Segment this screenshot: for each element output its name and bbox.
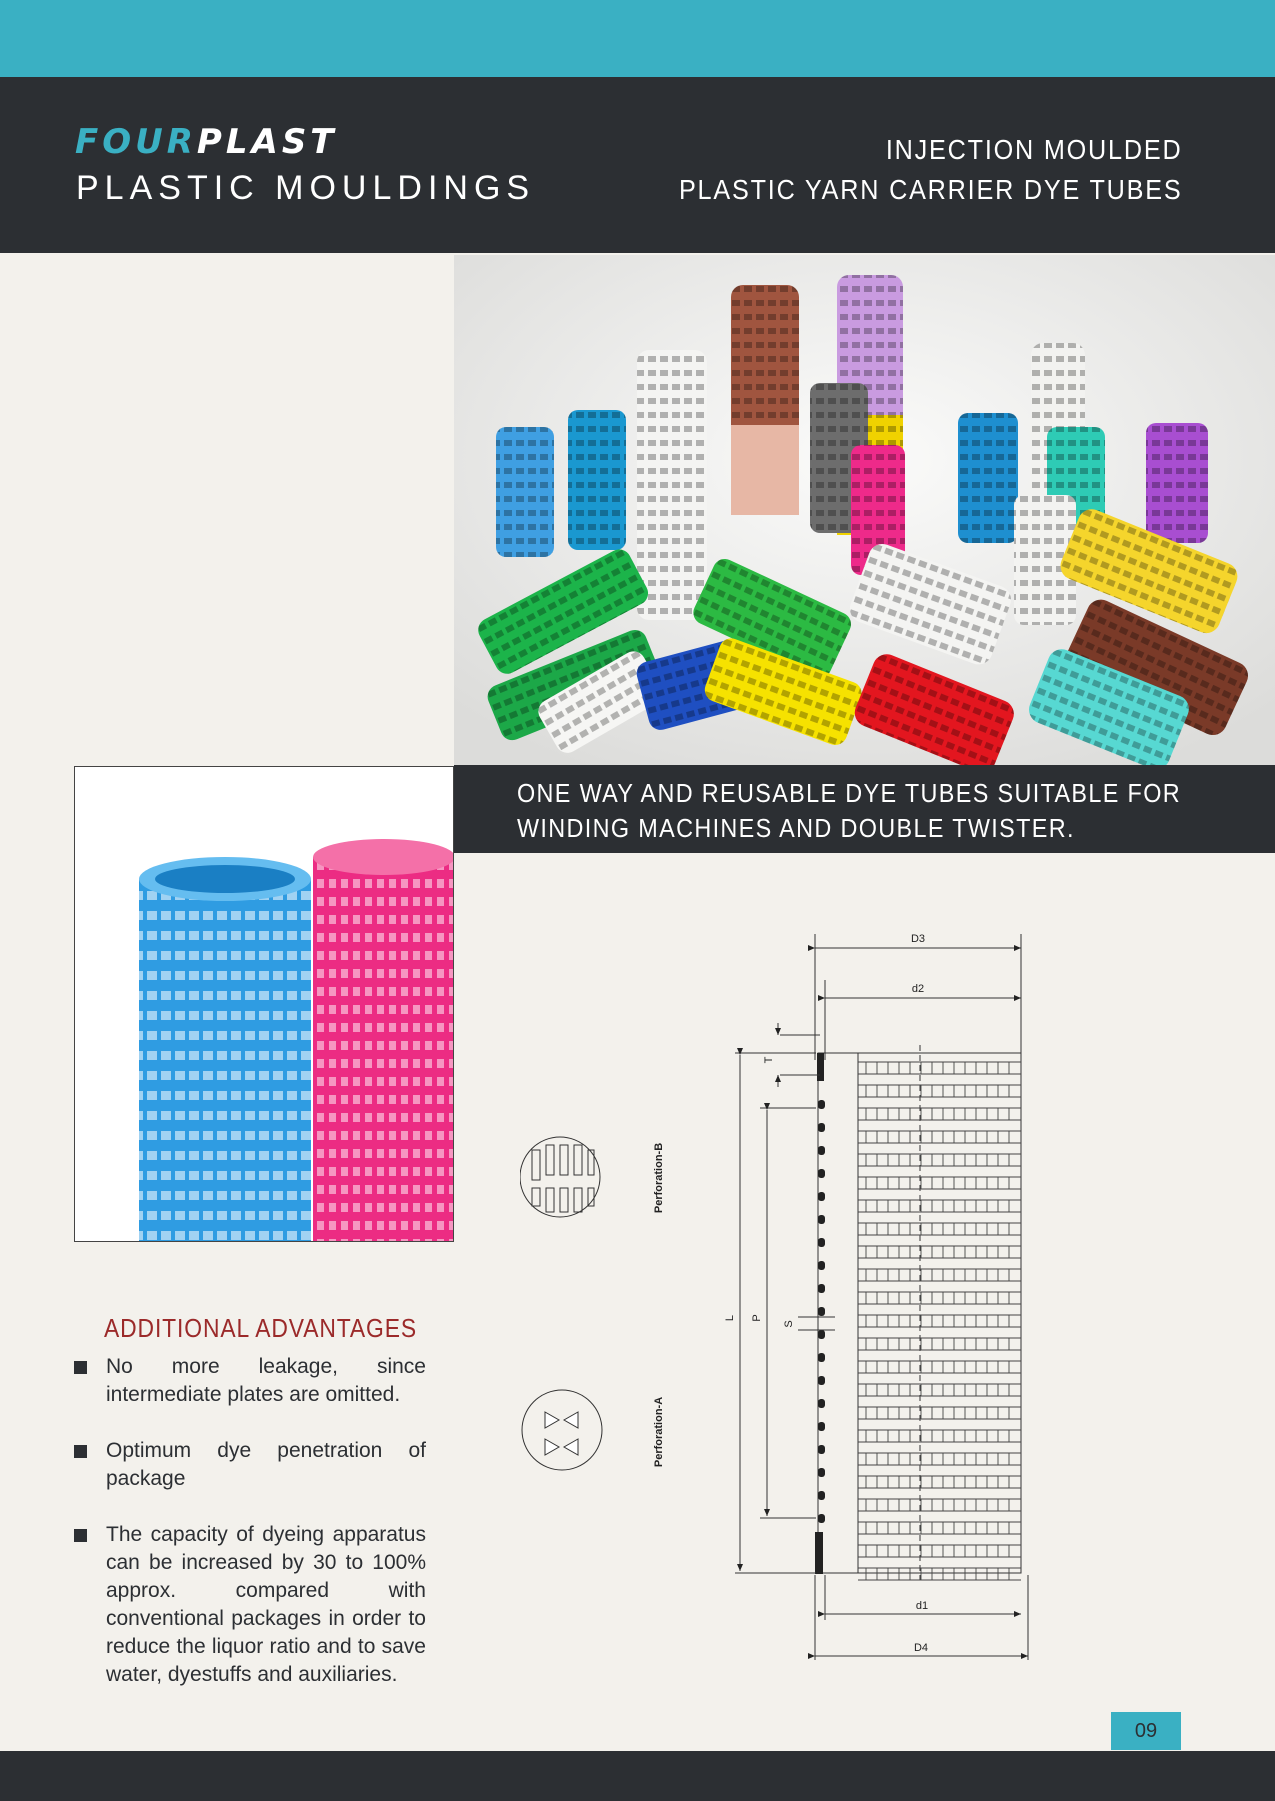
wall-bump [818,1284,825,1293]
wall-bump [818,1376,825,1385]
advantage-text: No more leakage, since intermediate plates are omitted. [106,1355,426,1406]
dim-d2-label: d2 [911,983,925,995]
page-title-line1: INJECTION MOULDED [885,134,1182,165]
wall-bump [818,1123,825,1132]
brand-logo [75,122,338,162]
closeup-tubes-photo [75,767,454,1242]
advantage-item [74,1353,426,1409]
dim-d1-label: d1 [915,1600,929,1612]
wall-bump [818,1146,825,1155]
company-subtitle: PLASTIC MOULDINGS [76,169,536,207]
wall-bump [818,1399,825,1408]
advantages-heading: ADDITIONAL ADVANTAGES [104,1313,418,1343]
wall-bump [818,1215,825,1224]
caption-line2: WINDING MACHINES AND DOUBLE TWISTER. [517,813,1075,843]
perforation-a-label: Perforation-A [653,1396,665,1468]
logo-four: FOUR [75,122,197,162]
perforation-b-label: Perforation-B [653,1142,665,1214]
wall-bump [818,1353,825,1362]
bullet-icon [74,1445,87,1458]
logo-plast: PLAST [196,122,338,162]
wall-bump [818,1307,825,1316]
dim-s-label: S [783,1320,795,1328]
advantage-item [74,1437,426,1493]
advantage-text: Optimum dye penetration of package [106,1439,426,1490]
wall-bump [818,1100,825,1109]
wall-bump [818,1468,825,1477]
advantage-text: The capacity of dyeing apparatus can be increased by 30 to 100% approx. compared with conventional packages in order to reduce the liquor ratio and to save water, dyestuffs and auxiliaries. [106,1523,426,1686]
wall-bump [818,1491,825,1500]
wall-bump [818,1238,825,1247]
product-photo-closeup [74,766,454,1242]
dim-d3-label: D3 [910,933,926,945]
wall-bump [818,1422,825,1431]
product-photo-main [454,255,1275,765]
bullet-icon [74,1361,87,1374]
dye-tubes-photo [454,255,1275,765]
wall-bump [818,1192,825,1201]
dim-l-label: L [724,1314,736,1322]
bullet-icon [74,1529,87,1542]
wall-bump [818,1261,825,1270]
caption-line1: ONE WAY AND REUSABLE DYE TUBES SUITABLE FOR [517,778,1182,808]
dim-d4-label: D4 [913,1642,929,1654]
page-title [678,130,1182,210]
footer-bar [0,1751,1275,1801]
caption-text [517,776,1181,846]
page-number: 09 [1111,1712,1181,1750]
wall-bump [818,1445,825,1454]
technical-drawing [520,920,1060,1680]
wall-bump [818,1330,825,1339]
page-title-line2: PLASTIC YARN CARRIER DYE TUBES [678,174,1182,205]
dim-p-label: P [751,1314,763,1322]
wall-bump [818,1514,825,1523]
top-accent-strip [0,0,1275,77]
dim-t-label: T [763,1056,775,1064]
advantage-item [74,1521,426,1689]
wall-bump [818,1169,825,1178]
